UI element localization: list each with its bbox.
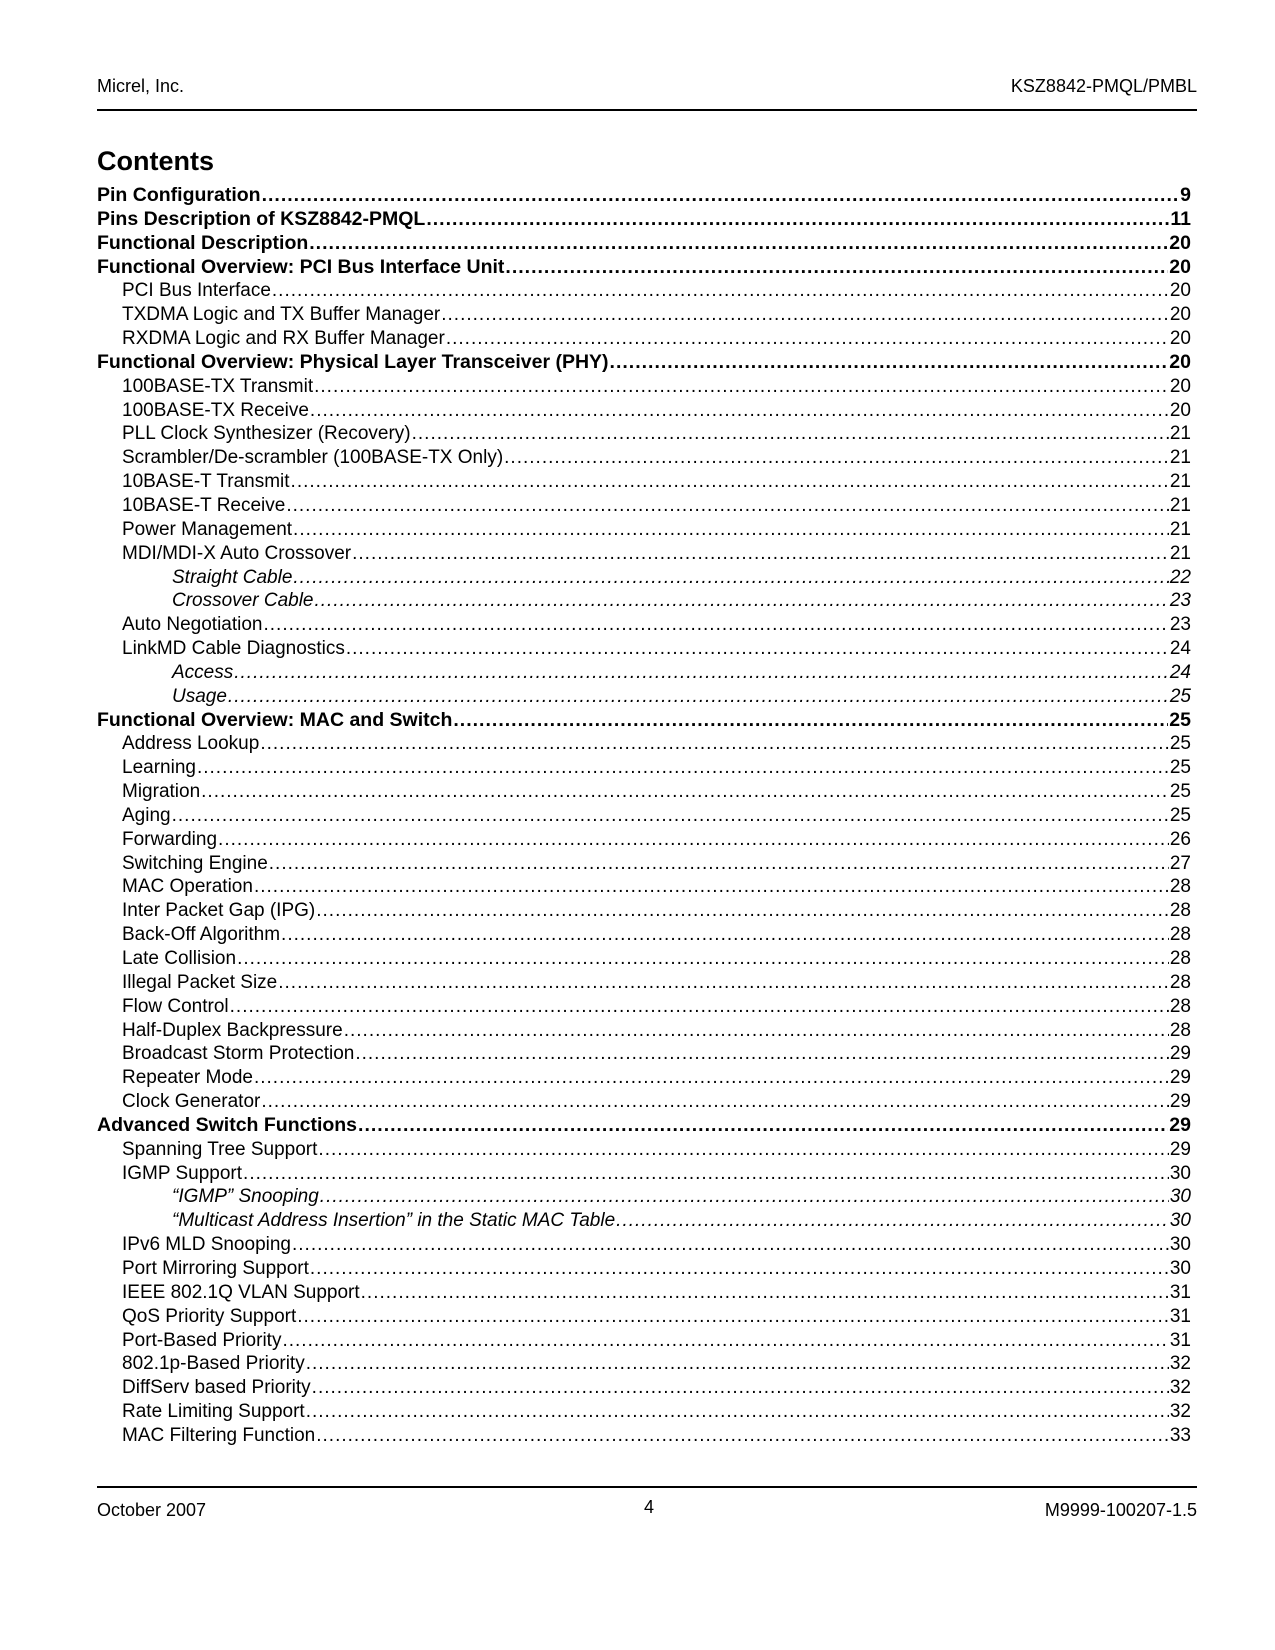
toc-entry-page: 29 — [1169, 1138, 1191, 1160]
toc-entry-label: TXDMA Logic and TX Buffer Manager — [122, 304, 441, 326]
toc-dot-leader — [310, 399, 1169, 423]
toc-entry-page: 33 — [1169, 1424, 1191, 1446]
toc-entry-label: Half-Duplex Backpressure — [122, 1019, 343, 1041]
toc-dot-leader — [297, 1305, 1169, 1329]
toc-entry[interactable] — [97, 518, 1191, 542]
toc-entry-label: Port Mirroring Support — [122, 1257, 309, 1279]
toc-entry[interactable] — [97, 1162, 1191, 1186]
toc-entry-label: Port-Based Priority — [122, 1329, 282, 1351]
toc-entry-page: 20 — [1169, 328, 1191, 350]
toc-entry[interactable] — [97, 184, 1191, 208]
toc-entry[interactable] — [97, 875, 1191, 899]
toc-entry-label: Illegal Packet Size — [122, 971, 278, 993]
toc-dot-leader — [306, 1400, 1169, 1424]
toc-entry-label: Crossover Cable — [172, 590, 314, 612]
toc-entry-page: 30 — [1169, 1186, 1191, 1208]
toc-entry-page: 29 — [1169, 1043, 1191, 1065]
toc-entry-page: 22 — [1169, 566, 1191, 588]
toc-dot-leader — [243, 1162, 1169, 1186]
toc-dot-leader — [352, 542, 1169, 566]
toc-entry[interactable] — [97, 303, 1191, 327]
toc-entry[interactable] — [97, 446, 1191, 470]
toc-entry-label: Migration — [122, 781, 201, 803]
toc-dot-leader — [234, 661, 1169, 685]
toc-dot-leader — [344, 1019, 1169, 1043]
toc-entry-page: 21 — [1169, 471, 1191, 493]
toc-entry[interactable] — [97, 804, 1191, 828]
toc-entry[interactable] — [97, 232, 1191, 256]
toc-entry[interactable] — [97, 780, 1191, 804]
toc-entry-page: 27 — [1169, 852, 1191, 874]
toc-entry[interactable] — [97, 375, 1191, 399]
toc-entry[interactable] — [97, 1185, 1191, 1209]
toc-entry-label: Forwarding — [122, 828, 218, 850]
toc-dot-leader — [306, 1352, 1169, 1376]
toc-entry-page: 32 — [1169, 1401, 1191, 1423]
toc-dot-leader — [230, 995, 1169, 1019]
toc-dot-leader — [197, 756, 1169, 780]
toc-entry-page: 20 — [1169, 399, 1191, 421]
footer-divider — [97, 1486, 1197, 1488]
toc-entry[interactable] — [97, 1209, 1191, 1233]
toc-entry-label: Back-Off Algorithm — [122, 924, 281, 946]
toc-entry-label: IGMP Support — [122, 1162, 243, 1184]
toc-entry-page: 23 — [1169, 590, 1191, 612]
toc-entry[interactable] — [97, 1281, 1191, 1305]
toc-entry-page: 25 — [1169, 781, 1191, 803]
toc-entry[interactable] — [97, 971, 1191, 995]
toc-entry[interactable] — [97, 1424, 1191, 1448]
toc-entry-page: 23 — [1169, 614, 1191, 636]
toc-entry[interactable] — [97, 756, 1191, 780]
toc-entry-page: 20 — [1169, 255, 1191, 278]
toc-dot-leader — [616, 1209, 1169, 1233]
page-title: Contents — [97, 146, 214, 176]
toc-entry-page: 25 — [1169, 685, 1191, 707]
toc-entry-page: 9 — [1180, 184, 1191, 206]
toc-entry-label: QoS Priority Support — [122, 1305, 297, 1327]
toc-dot-leader — [261, 1090, 1169, 1114]
toc-entry-page: 25 — [1169, 757, 1191, 779]
toc-entry-label: Power Management — [122, 518, 293, 540]
toc-dot-leader — [218, 828, 1169, 852]
toc-entry[interactable] — [97, 852, 1191, 876]
toc-entry-label: Spanning Tree Support — [122, 1138, 318, 1160]
toc-entry-label: Auto Negotiation — [122, 614, 263, 636]
toc-dot-leader — [291, 470, 1169, 494]
toc-dot-leader — [260, 732, 1169, 756]
toc-entry[interactable] — [97, 1090, 1191, 1114]
toc-dot-leader — [346, 637, 1169, 661]
toc-entry[interactable] — [97, 1400, 1191, 1424]
toc-entry-page: 30 — [1169, 1162, 1191, 1184]
toc-entry[interactable] — [97, 923, 1191, 947]
toc-entry[interactable] — [97, 256, 1191, 280]
toc-entry[interactable] — [97, 399, 1191, 423]
toc-entry-page: 20 — [1169, 304, 1191, 326]
toc-entry-label: Clock Generator — [122, 1091, 261, 1113]
toc-entry[interactable] — [97, 470, 1191, 494]
toc-entry[interactable] — [97, 1376, 1191, 1400]
toc-entry[interactable] — [97, 661, 1191, 685]
toc-entry-label: Scrambler/De-scrambler (100BASE-TX Only) — [122, 447, 504, 469]
toc-dot-leader — [237, 947, 1169, 971]
toc-entry-page: 28 — [1169, 1019, 1191, 1041]
toc-dot-leader — [201, 780, 1169, 804]
toc-entry-page: 28 — [1169, 876, 1191, 898]
toc-entry[interactable] — [97, 637, 1191, 661]
toc-entry[interactable] — [97, 1114, 1191, 1138]
toc-entry-page: 32 — [1169, 1377, 1191, 1399]
toc-entry-page: 25 — [1169, 733, 1191, 755]
toc-dot-leader — [293, 566, 1168, 590]
toc-entry-label: Pin Configuration — [97, 184, 261, 206]
toc-entry-page: 25 — [1169, 708, 1191, 731]
toc-entry-page: 28 — [1169, 900, 1191, 922]
document-number: M9999-100207-1.5 — [1044, 1500, 1197, 1520]
toc-dot-leader — [441, 303, 1169, 327]
toc-entry[interactable] — [97, 709, 1191, 733]
toc-entry-page: 28 — [1169, 948, 1191, 969]
toc-entry[interactable] — [97, 899, 1191, 923]
toc-dot-leader — [310, 1257, 1169, 1281]
toc-dot-leader — [269, 852, 1169, 876]
toc-entry[interactable] — [97, 1019, 1191, 1043]
toc-entry-page: 26 — [1169, 828, 1191, 850]
toc-entry-page: 20 — [1169, 350, 1191, 373]
toc-entry-page: 28 — [1169, 924, 1191, 946]
toc-entry[interactable] — [97, 1329, 1191, 1353]
toc-entry[interactable] — [97, 947, 1191, 971]
toc-dot-leader — [282, 1329, 1168, 1353]
toc-entry-page: 21 — [1169, 542, 1191, 564]
toc-entry-label: Broadcast Storm Protection — [122, 1043, 355, 1065]
toc-dot-leader — [355, 1042, 1169, 1066]
toc-entry[interactable] — [97, 422, 1191, 446]
toc-entry[interactable] — [97, 1257, 1191, 1281]
toc-entry-label: RXDMA Logic and RX Buffer Manager — [122, 328, 445, 350]
toc-dot-leader — [453, 709, 1168, 733]
toc-entry-label: Access — [172, 661, 234, 683]
toc-dot-leader — [264, 613, 1169, 637]
toc-entry-label: 100BASE-TX Transmit — [122, 375, 314, 397]
toc-dot-leader — [316, 899, 1169, 923]
toc-entry-label: Aging — [122, 804, 171, 826]
toc-entry-label: Address Lookup — [122, 733, 260, 755]
toc-entry-label: 100BASE-TX Receive — [122, 399, 309, 421]
toc-entry-label: DiffServ based Priority — [122, 1377, 311, 1399]
toc-entry-label: 802.1p-Based Priority — [122, 1353, 305, 1375]
toc-entry-label: MAC Filtering Function — [122, 1424, 316, 1446]
toc-entry-page: 24 — [1169, 638, 1191, 660]
toc-entry-label: Usage — [172, 685, 227, 707]
toc-dot-leader — [172, 804, 1169, 828]
header-divider — [97, 109, 1197, 111]
toc-dot-leader — [505, 256, 1168, 280]
toc-entry-label: Functional Description — [97, 231, 309, 254]
toc-entry-page: 29 — [1169, 1091, 1191, 1113]
toc-entry[interactable] — [97, 1138, 1191, 1162]
toc-dot-leader — [318, 1138, 1168, 1162]
toc-entry-page: 21 — [1169, 447, 1191, 469]
toc-entry-label: “Multicast Address Insertion” in the Static MAC Table — [172, 1210, 616, 1232]
toc-entry-label: Advanced Switch Functions — [97, 1113, 358, 1136]
toc-entry-page: 28 — [1169, 971, 1191, 993]
toc-entry-label: Functional Overview: PCI Bus Interface Unit — [97, 255, 505, 278]
table-of-contents — [97, 184, 1191, 1448]
toc-entry[interactable] — [97, 1352, 1191, 1376]
toc-entry[interactable] — [97, 494, 1191, 518]
toc-entry-label: Pins Description of KSZ8842-PMQL — [97, 207, 426, 230]
page-header — [97, 76, 1197, 102]
toc-dot-leader — [286, 494, 1169, 518]
toc-entry-page: 20 — [1169, 280, 1191, 302]
toc-entry[interactable] — [97, 1233, 1191, 1257]
toc-dot-leader — [315, 589, 1169, 613]
toc-dot-leader — [292, 1233, 1169, 1257]
toc-entry[interactable] — [97, 685, 1191, 709]
page-footer — [97, 1497, 1197, 1523]
toc-entry[interactable] — [97, 1042, 1191, 1066]
toc-dot-leader — [254, 1066, 1169, 1090]
toc-entry[interactable] — [97, 566, 1191, 590]
toc-entry[interactable] — [97, 995, 1191, 1019]
toc-entry[interactable] — [97, 1305, 1191, 1329]
toc-entry-page: 30 — [1169, 1234, 1191, 1256]
toc-entry-page: 31 — [1169, 1329, 1191, 1351]
toc-entry[interactable] — [97, 613, 1191, 637]
toc-dot-leader — [504, 446, 1169, 470]
toc-entry-label: Functional Overview: Physical Layer Transceiver (PHY) — [97, 350, 609, 373]
toc-entry-page: 21 — [1169, 494, 1191, 516]
toc-dot-leader — [281, 923, 1169, 947]
toc-entry[interactable] — [97, 542, 1191, 566]
toc-entry[interactable] — [97, 279, 1191, 303]
toc-entry-label: PCI Bus Interface — [122, 280, 271, 302]
toc-entry-label: 10BASE-T Transmit — [122, 471, 290, 493]
toc-entry-page: 30 — [1169, 1210, 1191, 1232]
toc-entry-page: 31 — [1169, 1281, 1191, 1303]
toc-entry-label: Functional Overview: MAC and Switch — [97, 708, 453, 731]
toc-entry-page: 29 — [1169, 1067, 1191, 1089]
toc-entry-page: 25 — [1169, 804, 1191, 826]
toc-entry-label: Rate Limiting Support — [122, 1401, 305, 1423]
toc-entry-page: 31 — [1169, 1305, 1191, 1327]
toc-entry-page: 21 — [1169, 518, 1191, 540]
toc-dot-leader — [278, 971, 1169, 995]
toc-entry-page: 20 — [1169, 231, 1191, 254]
toc-dot-leader — [312, 1376, 1169, 1400]
toc-entry-page: 21 — [1169, 423, 1191, 445]
toc-entry-label: MDI/MDI-X Auto Crossover — [122, 542, 352, 564]
toc-entry-label: Straight Cable — [172, 566, 293, 588]
toc-dot-leader — [272, 279, 1169, 303]
toc-entry-page: 28 — [1169, 995, 1191, 1017]
toc-entry-label: LinkMD Cable Diagnostics — [122, 638, 345, 660]
toc-entry-label: 10BASE-T Receive — [122, 494, 286, 516]
toc-entry-page: 11 — [1170, 207, 1191, 230]
toc-entry-label: Inter Packet Gap (IPG) — [122, 900, 316, 922]
toc-entry[interactable] — [97, 589, 1191, 613]
toc-entry-label: MAC Operation — [122, 876, 253, 898]
footer-date: October 2007 — [97, 1500, 207, 1520]
toc-dot-leader — [610, 351, 1169, 375]
toc-entry-label: PLL Clock Synthesizer (Recovery) — [122, 423, 411, 445]
toc-dot-leader — [358, 1114, 1168, 1138]
toc-entry-label: Learning — [122, 757, 196, 779]
toc-entry-page: 20 — [1169, 375, 1191, 397]
part-number: KSZ8842-PMQL/PMBL — [1010, 76, 1197, 96]
toc-dot-leader — [412, 422, 1169, 446]
toc-entry[interactable] — [97, 1066, 1191, 1090]
toc-entry-page: 30 — [1169, 1257, 1191, 1279]
toc-dot-leader — [309, 232, 1168, 256]
toc-dot-leader — [293, 518, 1169, 542]
toc-dot-leader — [320, 1185, 1169, 1209]
toc-entry[interactable] — [97, 732, 1191, 756]
toc-entry-label: IPv6 MLD Snooping — [122, 1234, 291, 1256]
toc-dot-leader — [254, 875, 1169, 899]
toc-entry-page: 32 — [1169, 1353, 1191, 1375]
toc-entry-label: Late Collision — [122, 948, 237, 969]
toc-dot-leader — [262, 184, 1180, 208]
toc-entry-label: Switching Engine — [122, 852, 268, 874]
toc-dot-leader — [446, 327, 1169, 351]
page-number: 4 — [643, 1497, 655, 1517]
toc-entry[interactable] — [97, 327, 1191, 351]
toc-entry-label: IEEE 802.1Q VLAN Support — [122, 1281, 360, 1303]
toc-dot-leader — [426, 208, 1169, 232]
toc-dot-leader — [228, 685, 1169, 709]
toc-entry-label: Repeater Mode — [122, 1067, 253, 1089]
toc-entry-label: Flow Control — [122, 995, 229, 1017]
toc-entry-label: “IGMP” Snooping — [172, 1186, 319, 1208]
toc-entry[interactable] — [97, 828, 1191, 852]
toc-entry-page: 29 — [1169, 1113, 1191, 1136]
toc-entry-page: 24 — [1169, 661, 1191, 683]
toc-dot-leader — [316, 1424, 1169, 1448]
toc-entry[interactable] — [97, 208, 1191, 232]
company-name: Micrel, Inc. — [97, 76, 185, 96]
toc-entry[interactable] — [97, 351, 1191, 375]
toc-dot-leader — [314, 375, 1169, 399]
toc-dot-leader — [361, 1281, 1169, 1305]
